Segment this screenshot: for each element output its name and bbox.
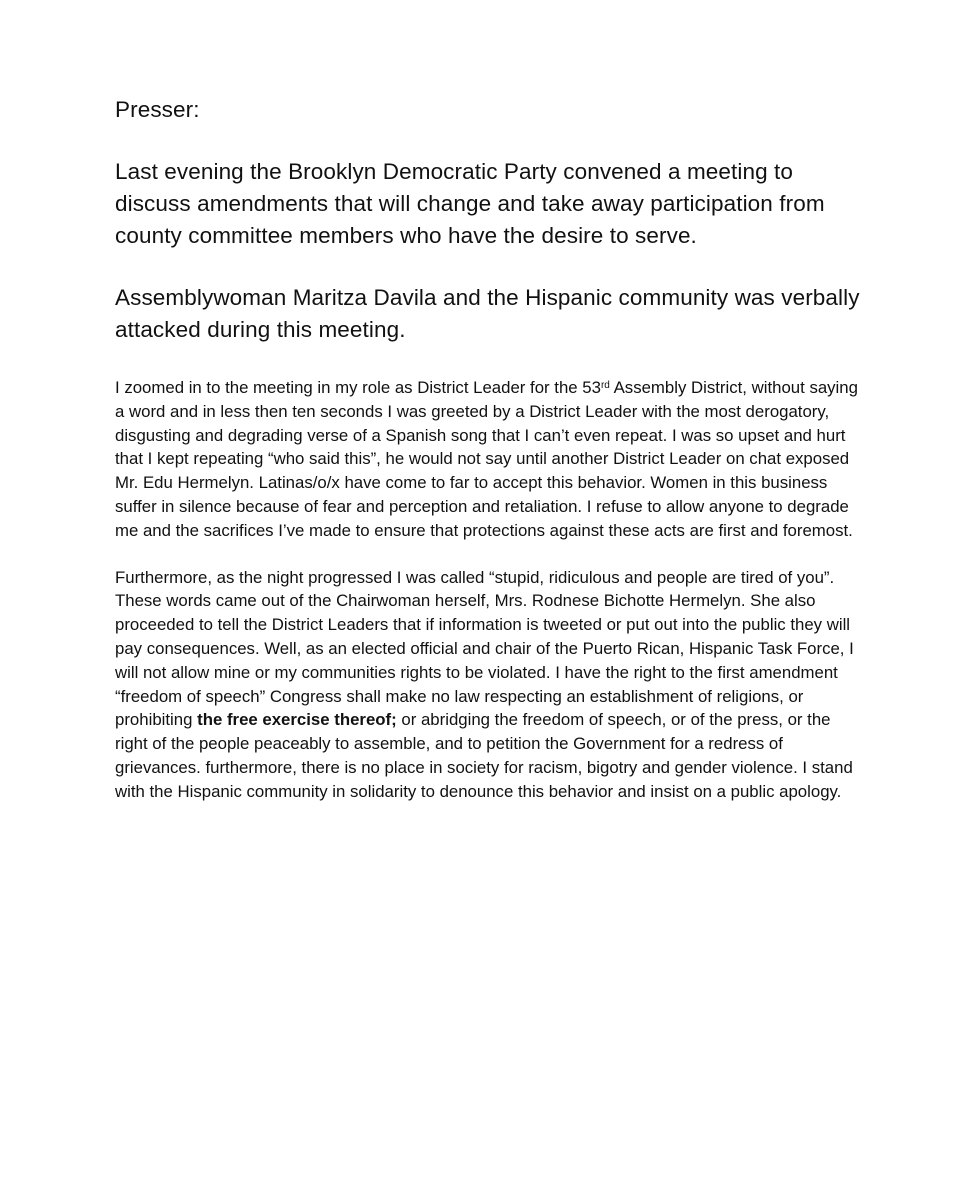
paragraph-text: Assembly District, without saying a word and in less then ten seconds I was greeted by a District Leader with the most derogatory, disgusting and degrading verse of a Spanish song that I can’t even repeat. I was so upset and hurt that I kept repeating “who said this”, he would not say until another District Leader on chat exposed Mr. Edu Hermelyn. Latinas/o/x have come to far to accept this behavior. Women in this business suffer in silence because of fear and perception and retaliation. I refuse to allow anyone to degrade me and the sacrifices I’ve made to ensure that protections against these acts are first and foremost.: [115, 378, 858, 540]
lead-paragraph-attack: Assemblywoman Maritza Davila and the Hispanic community was verbally attacked during this meeting.: [115, 285, 860, 342]
document-heading: Presser:: [115, 97, 200, 122]
document-content: [115, 94, 865, 804]
lead-paragraph-meeting: Last evening the Brooklyn Democratic Party convened a meeting to discuss amendments that will change and take away participation from county committee members who have the desire to serve.: [115, 159, 825, 248]
paragraph-text: or abridging the freedom of speech, or of the press, or the right of the people peaceably to assemble, and to petition the Government for a redress of grievances. furthermore, there is no place in society for racism, bigotry and gender violence. I stand with the Hispanic community in solidarity to denounce this behavior and insist on a public apology.: [115, 710, 853, 801]
body-paragraph-zoom-meeting: [115, 376, 865, 543]
body-paragraph-furthermore: [115, 566, 865, 804]
paragraph-text: Furthermore, as the night progressed I was called “stupid, ridiculous and people are tired of you”. These words came out of the Chairwoman herself, Mrs. Rodnese Bichotte Hermelyn. She also proceeded to tell the District Leaders that if information is tweeted or put out into the public they will pay consequences. Well, as an elected official and chair of the Puerto Rican, Hispanic Task Force, I will not allow mine or my communities rights to be violated. I have the right to the first amendment “freedom of speech” Congress shall make no law respecting an establishment of religions, or prohibiting: [115, 567, 854, 730]
paragraph-text: I zoomed in to the meeting in my role as District Leader for the 53: [115, 378, 601, 397]
bold-phrase: the free exercise thereof;: [197, 710, 397, 730]
ordinal-suffix: rd: [600, 380, 610, 391]
